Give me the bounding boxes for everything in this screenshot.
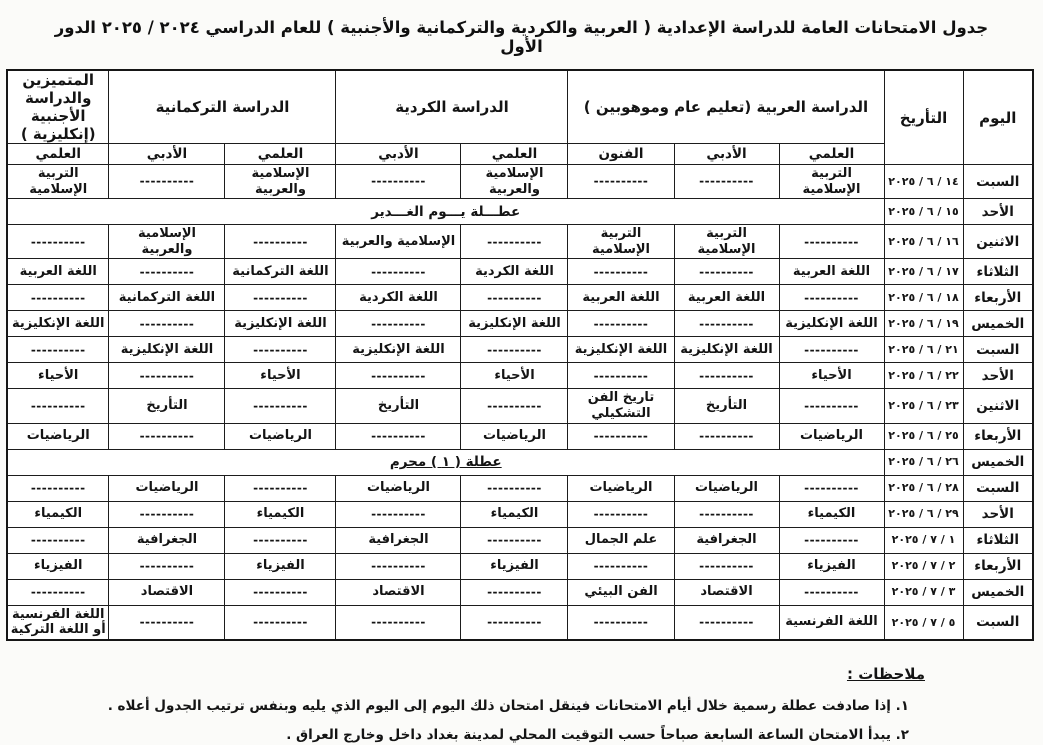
table-row xyxy=(7,285,1033,311)
subject-cell: ---------- xyxy=(109,311,225,337)
subject-cell: اللغة الكردية xyxy=(336,285,461,311)
date-cell: ٢١ / ٦ / ٢٠٢٥ xyxy=(884,337,963,363)
subject-cell: ---------- xyxy=(225,337,336,363)
subject-cell: ---------- xyxy=(568,553,674,579)
date-cell: ١٦ / ٦ / ٢٠٢٥ xyxy=(884,225,963,259)
day-cell: الأحد xyxy=(963,501,1033,527)
subject-cell: ---------- xyxy=(109,423,225,449)
notes-section xyxy=(0,664,925,745)
day-cell: السبت xyxy=(963,475,1033,501)
subject-cell: ---------- xyxy=(568,165,674,199)
date-cell: ٥ / ٧ / ٢٠٢٥ xyxy=(884,605,963,640)
subject-cell: اللغة التركمانية xyxy=(109,285,225,311)
day-cell: الثلاثاء xyxy=(963,527,1033,553)
branch-header-row xyxy=(7,144,1033,165)
notes-list xyxy=(0,696,925,745)
subject-cell: ---------- xyxy=(568,311,674,337)
subject-cell: ---------- xyxy=(336,553,461,579)
subject-cell: الفيزياء xyxy=(779,553,884,579)
day-cell: الأربعاء xyxy=(963,423,1033,449)
group-header-row xyxy=(7,70,1033,144)
subject-cell: ---------- xyxy=(225,527,336,553)
subheader-arabic-literary: الأدبي xyxy=(674,144,779,165)
date-cell: ٣ / ٧ / ٢٠٢٥ xyxy=(884,579,963,605)
subject-cell: ---------- xyxy=(461,527,568,553)
date-cell: ١٤ / ٦ / ٢٠٢٥ xyxy=(884,165,963,199)
subject-cell: ---------- xyxy=(461,579,568,605)
subject-cell: اللغة العربية xyxy=(779,259,884,285)
table-row xyxy=(7,311,1033,337)
subject-cell: تاريخ الفن التشكيلي xyxy=(568,389,674,423)
subject-cell: الرياضيات xyxy=(461,423,568,449)
subject-cell: اللغة الإنكليزية xyxy=(779,311,884,337)
subject-cell: الجغرافية xyxy=(109,527,225,553)
table-row xyxy=(7,527,1033,553)
subject-cell: ---------- xyxy=(779,475,884,501)
notes-heading: ملاحظات : xyxy=(846,664,925,683)
subject-cell: ---------- xyxy=(461,605,568,640)
date-cell: ١٥ / ٦ / ٢٠٢٥ xyxy=(884,199,963,225)
day-cell: الأحد xyxy=(963,363,1033,389)
subject-cell: ---------- xyxy=(568,259,674,285)
table-row xyxy=(7,553,1033,579)
subject-cell: علم الجمال xyxy=(568,527,674,553)
date-cell: ١٨ / ٦ / ٢٠٢٥ xyxy=(884,285,963,311)
date-cell: ٢٩ / ٦ / ٢٠٢٥ xyxy=(884,501,963,527)
subject-cell: ---------- xyxy=(674,165,779,199)
subheader-turkmen-literary: الأدبي xyxy=(109,144,225,165)
subject-cell: ---------- xyxy=(225,389,336,423)
subject-cell: الأحياء xyxy=(7,363,109,389)
col-header-date: التأريخ xyxy=(884,70,963,165)
subject-cell: الرياضيات xyxy=(568,475,674,501)
day-cell: الاثنين xyxy=(963,225,1033,259)
day-cell: الثلاثاء xyxy=(963,259,1033,285)
subject-cell: الفيزياء xyxy=(225,553,336,579)
subject-cell: ---------- xyxy=(461,337,568,363)
subheader-arabic-arts: الفنون xyxy=(568,144,674,165)
subject-cell: الاقتصاد xyxy=(109,579,225,605)
holiday-cell: عطلة ( ١ ) محرم xyxy=(7,449,884,475)
subject-cell: الجغرافية xyxy=(674,527,779,553)
date-cell: ٢٨ / ٦ / ٢٠٢٥ xyxy=(884,475,963,501)
date-cell: ٢٢ / ٦ / ٢٠٢٥ xyxy=(884,363,963,389)
subject-cell: ---------- xyxy=(461,285,568,311)
subject-cell: ---------- xyxy=(779,225,884,259)
subheader-turkmen-scientific: العلمي xyxy=(225,144,336,165)
subject-cell: ---------- xyxy=(461,475,568,501)
subject-cell: ---------- xyxy=(225,475,336,501)
subject-cell: الرياضيات xyxy=(225,423,336,449)
date-cell: ٢٦ / ٦ / ٢٠٢٥ xyxy=(884,449,963,475)
subject-cell: الفيزياء xyxy=(461,553,568,579)
table-row xyxy=(7,199,1033,225)
exam-table-body xyxy=(7,165,1033,640)
subject-cell: اللغة الإنكليزية xyxy=(7,311,109,337)
subject-cell: التربية الإسلامية xyxy=(568,225,674,259)
day-cell: الخميس xyxy=(963,311,1033,337)
subject-cell: اللغة الكردية xyxy=(461,259,568,285)
subject-cell: ---------- xyxy=(674,501,779,527)
subject-cell: ---------- xyxy=(674,259,779,285)
subject-cell: اللغة الفرنسية xyxy=(779,605,884,640)
day-cell: السبت xyxy=(963,165,1033,199)
subject-cell: ---------- xyxy=(109,553,225,579)
subject-cell: ---------- xyxy=(336,363,461,389)
date-cell: ١٩ / ٦ / ٢٠٢٥ xyxy=(884,311,963,337)
table-row xyxy=(7,501,1033,527)
subject-cell: اللغة التركمانية xyxy=(225,259,336,285)
subject-cell: ---------- xyxy=(336,423,461,449)
subject-cell: ---------- xyxy=(225,579,336,605)
subject-cell: ---------- xyxy=(336,501,461,527)
subject-cell: ---------- xyxy=(461,389,568,423)
subject-cell: ---------- xyxy=(674,311,779,337)
subject-cell: التأريخ xyxy=(336,389,461,423)
subject-cell: ---------- xyxy=(7,579,109,605)
subject-cell: ---------- xyxy=(225,225,336,259)
subject-cell: ---------- xyxy=(336,259,461,285)
table-header xyxy=(7,70,1033,165)
holiday-cell: عطـــلة يـــوم الغـــدير xyxy=(7,199,884,225)
subject-cell: الأحياء xyxy=(779,363,884,389)
subject-cell: ---------- xyxy=(7,337,109,363)
subject-cell: ---------- xyxy=(109,363,225,389)
col-header-day: اليوم xyxy=(963,70,1033,165)
table-row xyxy=(7,389,1033,423)
subject-cell: اللغة الإنكليزية xyxy=(109,337,225,363)
table-row xyxy=(7,165,1033,199)
subject-cell: الإسلامية والعربية xyxy=(109,225,225,259)
subject-cell: ---------- xyxy=(674,553,779,579)
subject-cell: الاقتصاد xyxy=(336,579,461,605)
subject-cell: ---------- xyxy=(109,259,225,285)
date-cell: ٢٥ / ٦ / ٢٠٢٥ xyxy=(884,423,963,449)
subject-cell: الأحياء xyxy=(461,363,568,389)
subject-cell: الرياضيات xyxy=(336,475,461,501)
subject-cell: الرياضيات xyxy=(674,475,779,501)
day-cell: الخميس xyxy=(963,449,1033,475)
subject-cell: الرياضيات xyxy=(7,423,109,449)
subject-cell: ---------- xyxy=(568,363,674,389)
subheader-arabic-scientific: العلمي xyxy=(779,144,884,165)
table-row xyxy=(7,579,1033,605)
subject-cell: ---------- xyxy=(7,225,109,259)
subject-cell: التأريخ xyxy=(674,389,779,423)
subject-cell: ---------- xyxy=(779,389,884,423)
subject-cell: ---------- xyxy=(461,225,568,259)
table-row xyxy=(7,605,1033,640)
subject-cell: ---------- xyxy=(568,605,674,640)
subject-cell: ---------- xyxy=(674,363,779,389)
subject-cell: الرياضيات xyxy=(779,423,884,449)
page-title: جدول الامتحانات العامة للدراسة الإعدادية ( العربية والكردية والتركمانية والأجنبية ) للعام الدراسي ٢٠٢٤ / ٢٠٢٥ الدور الأول xyxy=(54,18,989,56)
subject-cell: التأريخ xyxy=(109,389,225,423)
date-cell: ٢ / ٧ / ٢٠٢٥ xyxy=(884,553,963,579)
group-header-gifted-foreign-study: المتميزين والدراسة الأجنبية (إنكليزية ) xyxy=(7,70,109,144)
table-row xyxy=(7,363,1033,389)
note-item: ١. إذا صادفت عطلة رسمية خلال أيام الامتحانات فينقل امتحان ذلك اليوم إلى اليوم الذي يليه وبنفس ترتيب الجدول أعلاه . xyxy=(107,697,909,714)
subject-cell: ---------- xyxy=(568,423,674,449)
table-row xyxy=(7,475,1033,501)
subject-cell: الكيمياء xyxy=(461,501,568,527)
subject-cell: اللغة العربية xyxy=(7,259,109,285)
group-header-arabic-study: الدراسة العربية (تعليم عام وموهوبين ) xyxy=(568,70,884,144)
subject-cell: اللغة الإنكليزية xyxy=(568,337,674,363)
subject-cell: الرياضيات xyxy=(109,475,225,501)
day-cell: الأربعاء xyxy=(963,553,1033,579)
subject-cell: اللغة الإنكليزية xyxy=(461,311,568,337)
day-cell: الأحد xyxy=(963,199,1033,225)
subject-cell: ---------- xyxy=(7,285,109,311)
subject-cell: ---------- xyxy=(674,423,779,449)
subject-cell: الفن البيئي xyxy=(568,579,674,605)
table-row xyxy=(7,449,1033,475)
subject-cell: ---------- xyxy=(7,389,109,423)
subject-cell: ---------- xyxy=(779,579,884,605)
subject-cell: الفيزياء xyxy=(7,553,109,579)
table-row xyxy=(7,225,1033,259)
subject-cell: ---------- xyxy=(336,311,461,337)
subject-cell: ---------- xyxy=(568,501,674,527)
subject-cell: التربية الإسلامية xyxy=(7,165,109,199)
day-cell: الخميس xyxy=(963,579,1033,605)
exam-schedule-table xyxy=(6,69,1034,641)
subject-cell: اللغة الإنكليزية xyxy=(225,311,336,337)
subject-cell: ---------- xyxy=(779,285,884,311)
subject-cell: ---------- xyxy=(7,475,109,501)
subheader-foreign-scientific: العلمي xyxy=(7,144,109,165)
subject-cell: التربية الإسلامية xyxy=(674,225,779,259)
date-cell: ١٧ / ٦ / ٢٠٢٥ xyxy=(884,259,963,285)
day-cell: الاثنين xyxy=(963,389,1033,423)
subject-cell: اللغة العربية xyxy=(568,285,674,311)
subject-cell: الكيمياء xyxy=(7,501,109,527)
subject-cell: الجغرافية xyxy=(336,527,461,553)
subject-cell: ---------- xyxy=(225,285,336,311)
subject-cell: الأحياء xyxy=(225,363,336,389)
group-header-kurdish-study: الدراسة الكردية xyxy=(336,70,568,144)
day-cell: الأربعاء xyxy=(963,285,1033,311)
subject-cell: الإسلامية والعربية xyxy=(225,165,336,199)
table-row xyxy=(7,423,1033,449)
subject-cell: ---------- xyxy=(109,165,225,199)
group-header-turkmen-study: الدراسة التركمانية xyxy=(109,70,336,144)
table-row xyxy=(7,337,1033,363)
date-cell: ٢٣ / ٦ / ٢٠٢٥ xyxy=(884,389,963,423)
table-row xyxy=(7,259,1033,285)
subject-cell: اللغة الفرنسية أو اللغة التركية xyxy=(7,605,109,640)
subject-cell: ---------- xyxy=(109,605,225,640)
subject-cell: ---------- xyxy=(7,527,109,553)
subject-cell: ---------- xyxy=(336,165,461,199)
subheader-kurdish-scientific: العلمي xyxy=(461,144,568,165)
subject-cell: الإسلامية والعربية xyxy=(336,225,461,259)
subject-cell: الكيمياء xyxy=(779,501,884,527)
date-cell: ١ / ٧ / ٢٠٢٥ xyxy=(884,527,963,553)
note-item: ٢. يبدأ الامتحان الساعة السابعة صباحاً حسب التوقيت المحلي لمدينة بغداد داخل وخارج العراق . xyxy=(286,727,909,743)
subject-cell: الإسلامية والعربية xyxy=(461,165,568,199)
subject-cell: ---------- xyxy=(779,527,884,553)
subject-cell: اللغة الإنكليزية xyxy=(336,337,461,363)
subject-cell: اللغة الإنكليزية xyxy=(674,337,779,363)
subject-cell: ---------- xyxy=(109,501,225,527)
subject-cell: ---------- xyxy=(225,605,336,640)
subject-cell: الاقتصاد xyxy=(674,579,779,605)
subheader-kurdish-literary: الأدبي xyxy=(336,144,461,165)
subject-cell: اللغة العربية xyxy=(674,285,779,311)
subject-cell: ---------- xyxy=(674,605,779,640)
day-cell: السبت xyxy=(963,605,1033,640)
subject-cell: التربية الإسلامية xyxy=(779,165,884,199)
day-cell: السبت xyxy=(963,337,1033,363)
subject-cell: ---------- xyxy=(779,337,884,363)
subject-cell: الكيمياء xyxy=(225,501,336,527)
subject-cell: ---------- xyxy=(336,605,461,640)
